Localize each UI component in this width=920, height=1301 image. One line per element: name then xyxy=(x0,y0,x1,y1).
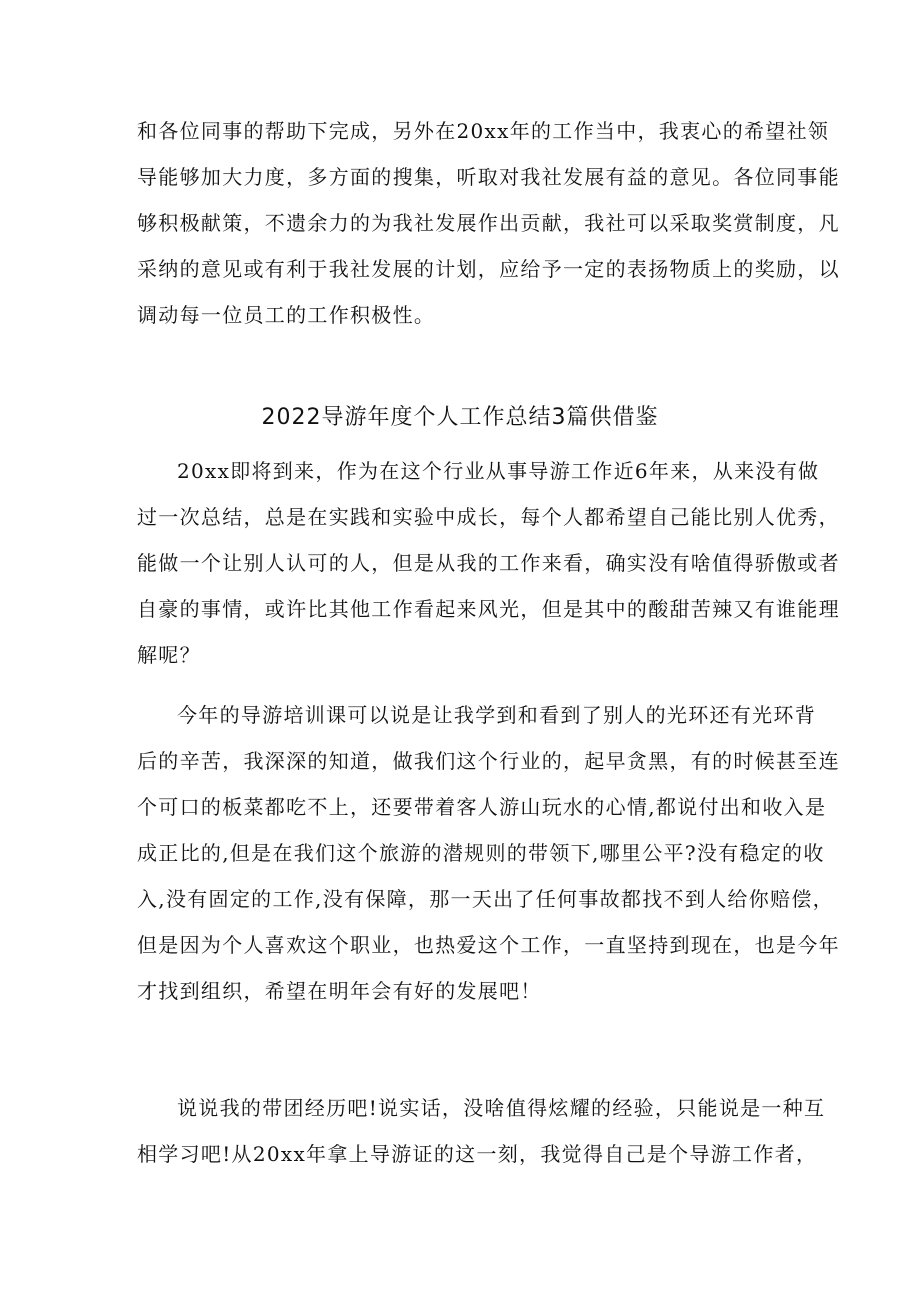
paragraph-previous xyxy=(137,108,840,338)
paragraph-line: 够积极献策，不遗余力的为我社发展作出贡献，我社可以采取奖赏制度，凡 xyxy=(137,211,840,235)
paragraph-line: 采纳的意见或有利于我社发展的计划，应给予一定的表扬物质上的奖励，以 xyxy=(137,257,840,281)
paragraph-line: 自豪的事情，或许比其他工作看起来风光，但是其中的酸甜苦辣又有谁能理 xyxy=(137,597,840,621)
paragraph-3 xyxy=(137,1085,826,1177)
paragraph-1 xyxy=(137,448,840,678)
paragraph-line: 后的辛苦，我深深的知道，做我们这个行业的，起早贪黑，有的时候甚至连 xyxy=(137,749,840,773)
document-title: 2022导游年度个人工作总结3篇供借鉴 xyxy=(261,405,659,430)
paragraph-line: 才找到组织，希望在明年会有好的发展吧！ xyxy=(137,979,542,1003)
paragraph-line: 个可口的板菜都吃不上，还要带着客人游山玩水的心情,都说付出和收入是 xyxy=(137,795,827,819)
paragraph-2 xyxy=(137,692,840,1014)
paragraph-line: 今年的导游培训课可以说是让我学到和看到了别人的光环还有光环背 xyxy=(177,703,816,727)
paragraph-line: 和各位同事的帮助下完成，另外在20xx年的工作当中，我衷心的希望社领 xyxy=(137,119,830,143)
paragraph-line: 能做一个让别人认可的人，但是从我的工作来看，确实没有啥值得骄傲或者 xyxy=(137,551,840,575)
paragraph-line: 导能够加大力度，多方面的搜集，听取对我社发展有益的意见。各位同事能 xyxy=(137,165,840,189)
paragraph-line: 过一次总结，总是在实践和实验中成长，每个人都希望自己能比别人优秀， xyxy=(137,505,840,529)
paragraph-line: 但是因为个人喜欢这个职业，也热爱这个工作，一直坚持到现在，也是今年 xyxy=(137,933,840,957)
paragraph-line: 调动每一位员工的工作积极性。 xyxy=(137,303,436,327)
paragraph-line: 说说我的带团经历吧!说实话，没啥值得炫耀的经验，只能说是一种互 xyxy=(177,1096,826,1120)
paragraph-line: 20xx即将到来，作为在这个行业从事导游工作近6年来，从来没有做 xyxy=(177,459,820,483)
paragraph-line: 入,没有固定的工作,没有保障，那一天出了任何事故都找不到人给你赔偿， xyxy=(137,887,834,911)
paragraph-line: 解呢？ xyxy=(137,643,201,667)
paragraph-line: 成正比的,但是在我们这个旅游的潜规则的带领下,哪里公平?没有稳定的收 xyxy=(137,841,825,865)
paragraph-line: 相学习吧!从20xx年拿上导游证的这一刻，我觉得自己是个导游工作者， xyxy=(137,1142,818,1166)
